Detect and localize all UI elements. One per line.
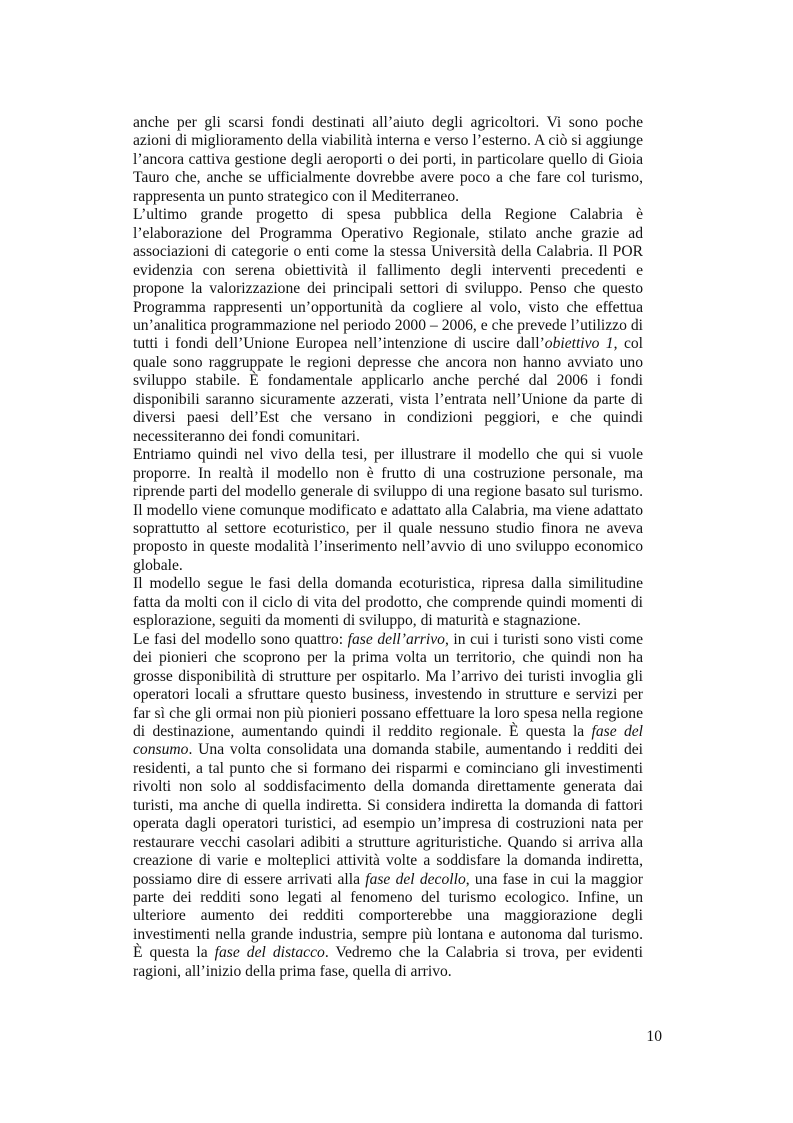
- obiettivo-term: obiettivo 1: [544, 335, 614, 353]
- paragraph-fondi: anche per gli scarsi fondi destinati all’aiuto degli agricoltori. Vi sono poche azioni di miglioramento della viabilità interna e verso l’esterno. A ciò si aggiunge l’ancora cattiva gestione degli aeroporti o dei porti, in particolare quello di Gioia Tauro che, anche se ufficialmente dovrebbe avere poco a che fare col turismo, rappresenta un punto strategico con il Mediterraneo.: [133, 114, 643, 205]
- fasi-text-4: , una fase in cui la maggior parte dei redditi sono legati al fenomeno del turismo ecologico. Infine, un ulteriore aumento dei redditi comporterebbe una maggiorazione degli investimenti nella grande industria, sempre più lontana e autonoma dal turismo. È questa la: [133, 870, 643, 962]
- term-fase-arrivo: fase dell’arrivo: [347, 630, 445, 648]
- body-text: [133, 114, 643, 981]
- paragraph-fasi-domanda: Il modello segue le fasi della domanda ecoturistica, ripresa dalla similitudine fatta da molti con il ciclo di vita del prodotto, che comprende quindi momenti di esplorazione, seguiti da momenti di sviluppo, di maturità e stagnazione.: [133, 575, 643, 630]
- paragraph-por-text-2: , col quale sono raggruppate le regioni depresse che ancora non hanno avviato uno sviluppo stabile. È fondamentale applicarlo anche perché dal 2006 i fondi disponibili saranno sicuramente azzerati, vista l’entrata nell’Unione da parte di diversi paesi dell’Est che versano in condizioni peggiori, e che quindi necessiteranno dei fondi comunitari.: [133, 335, 643, 445]
- term-fase-decollo: fase del decollo: [365, 870, 466, 888]
- paragraph-por-text-1: L’ultimo grande progetto di spesa pubblica della Regione Calabria è l’elaborazione del Programma Operativo Regionale, stilato anche grazie ad associazioni di categorie o enti come la stessa Università della Calabria. Il POR evidenzia con serena obiettività il fallimento degli interventi precedenti e propone la valorizzazione dei principali settori di sviluppo. Penso che questo Programma rappresenti un’opportunità da cogliere al volo, visto che effettua un’analitica programmazione nel periodo 2000 – 2006, e che prevede l’utilizzo di tutti i fondi dell’Unione Europea nell’intenzione di uscire dall’: [133, 206, 643, 353]
- page-number: 10: [646, 1028, 662, 1045]
- paragraph-modello: Entriamo quindi nel vivo della tesi, per illustrare il modello che qui si vuole proporre. In realtà il modello non è frutto di una costruzione personale, ma riprende parti del modello generale di sviluppo di una regione basato sul turismo. Il modello viene comunque modificato e adattato alla Calabria, ma viene adattato soprattutto al settore ecoturistico, per il quale nessuno studio finora ne aveva proposto in queste modalità l’inserimento nell’avvio di uno sviluppo economico globale.: [133, 446, 643, 574]
- paragraph-por: [133, 206, 643, 446]
- fasi-text-1: Le fasi del modello sono quattro:: [133, 630, 348, 648]
- fasi-text-3: . Una volta consolidata una domanda stabile, aumentando i redditi dei residenti, a tal punto che si formano dei risparmi e cominciano gli investimenti rivolti non solo al soddisfacimento della domanda direttamente generata dai turisti, ma anche di quella indiretta. Si considera indiretta la domanda di fattori operata dagli operatori turistici, ad esempio un’impresa di costruzioni nata per restaurare vecchi casolari adibiti a strutture agrituristiche. Quando si arriva alla creazione di varie e molteplici attività volte a soddisfare la domanda indiretta, possiamo dire di essere arrivati alla: [133, 741, 643, 888]
- fasi-text-5: . Vedremo che la Calabria si trova, per evidenti ragioni, all’inizio della prima fase, quella di arrivo.: [133, 944, 644, 980]
- fasi-text-2: , in cui i turisti sono visti come dei pionieri che scoprono per la prima volta un territorio, che quindi non ha grosse disponibilità di strutture per ospitarlo. Ma l’arrivo dei turisti invoglia gli operatori locali a sfruttare questo business, investendo in strutture e servizi per far sì che gli ormai non più pionieri possano effettuare la loro spesa nella regione di destinazione, aumentando quindi il reddito regionale. È questa la: [133, 630, 643, 740]
- term-fase-consumo: fase del consumo: [133, 722, 643, 759]
- term-fase-distacco: fase del distacco: [214, 944, 325, 962]
- paragraph-fasi-modello: [133, 631, 643, 982]
